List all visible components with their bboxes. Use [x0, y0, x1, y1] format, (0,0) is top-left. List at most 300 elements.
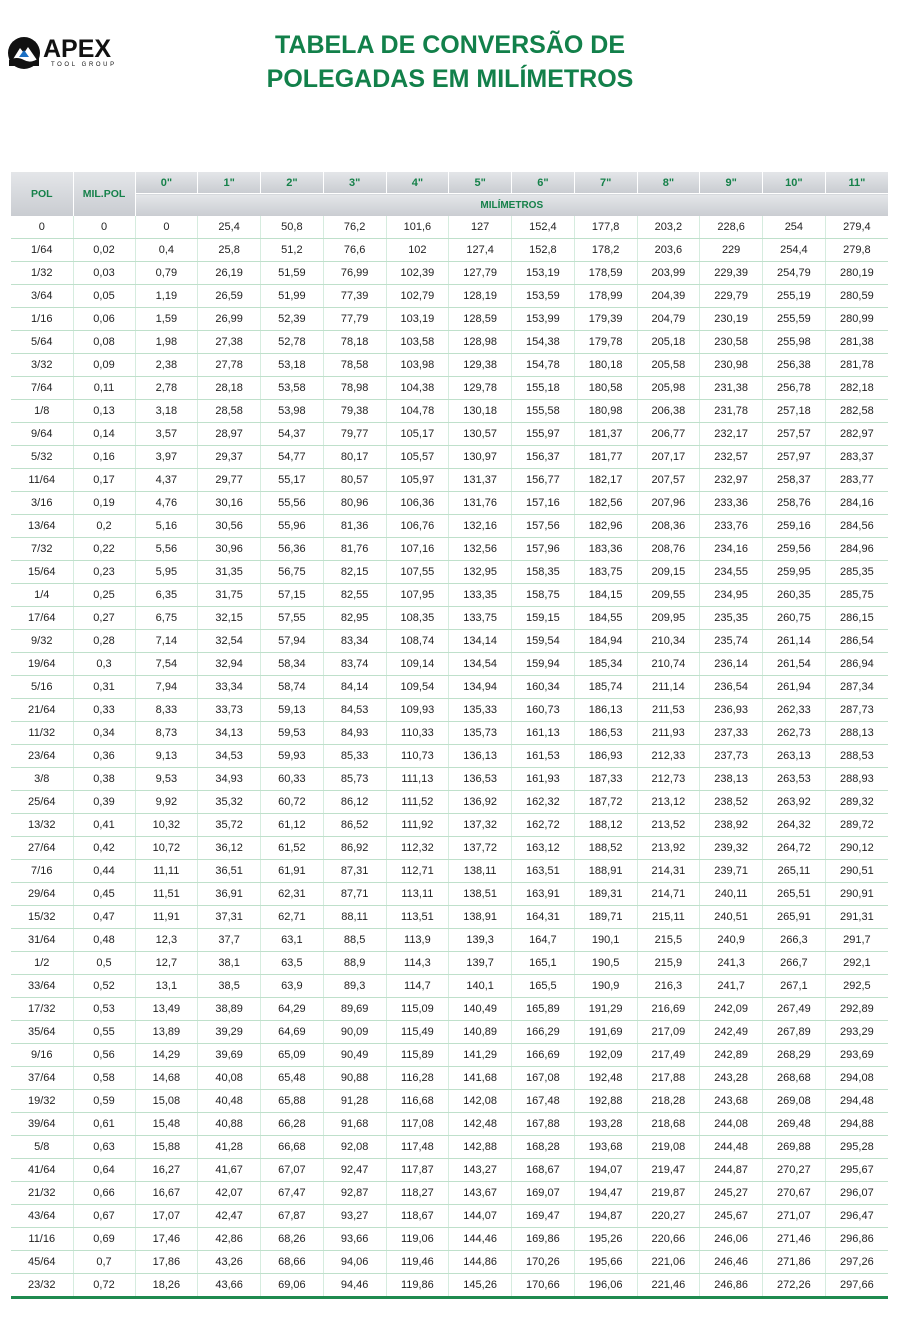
cell-mm: 78,98	[323, 377, 386, 400]
cell-mm: 26,99	[198, 308, 261, 331]
cell-mm: 169,47	[512, 1205, 575, 1228]
cell-pol: 7/16	[11, 860, 73, 883]
cell-mm: 139,3	[449, 929, 512, 952]
cell-milpol: 0,34	[73, 722, 135, 745]
cell-mm: 118,67	[386, 1205, 449, 1228]
cell-pol: 29/64	[11, 883, 73, 906]
cell-mm: 29,37	[198, 446, 261, 469]
cell-mm: 162,32	[512, 791, 575, 814]
header-inch: 9"	[700, 172, 763, 194]
cell-milpol: 0,11	[73, 377, 135, 400]
cell-mm: 280,59	[825, 285, 888, 308]
table-row	[11, 308, 888, 331]
cell-mm: 267,1	[763, 975, 826, 998]
cell-mm: 245,67	[700, 1205, 763, 1228]
cell-mm: 272,26	[763, 1274, 826, 1298]
page-title	[150, 28, 750, 96]
cell-mm: 242,09	[700, 998, 763, 1021]
cell-mm: 129,38	[449, 354, 512, 377]
cell-mm: 38,89	[198, 998, 261, 1021]
cell-mm: 26,19	[198, 262, 261, 285]
cell-mm: 106,36	[386, 492, 449, 515]
page-title-line-1: TABELA DE CONVERSÃO DE	[274, 31, 626, 59]
cell-mm: 137,32	[449, 814, 512, 837]
cell-pol: 41/64	[11, 1159, 73, 1182]
cell-milpol: 0,28	[73, 630, 135, 653]
cell-mm: 290,12	[825, 837, 888, 860]
cell-mm: 111,52	[386, 791, 449, 814]
cell-mm: 193,68	[574, 1136, 637, 1159]
cell-milpol: 0,47	[73, 906, 135, 929]
table-row	[11, 216, 888, 239]
cell-pol: 9/64	[11, 423, 73, 446]
cell-mm: 236,93	[700, 699, 763, 722]
cell-mm: 240,9	[700, 929, 763, 952]
cell-mm: 36,12	[198, 837, 261, 860]
cell-mm: 243,28	[700, 1067, 763, 1090]
cell-mm: 287,73	[825, 699, 888, 722]
cell-mm: 259,16	[763, 515, 826, 538]
header-inch: 11"	[825, 172, 888, 194]
cell-mm: 190,1	[574, 929, 637, 952]
cell-mm: 61,12	[261, 814, 324, 837]
cell-mm: 64,69	[261, 1021, 324, 1044]
cell-mm: 180,58	[574, 377, 637, 400]
cell-pol: 23/32	[11, 1274, 73, 1298]
cell-mm: 77,79	[323, 308, 386, 331]
cell-mm: 136,53	[449, 768, 512, 791]
cell-mm: 263,92	[763, 791, 826, 814]
table-row	[11, 722, 888, 745]
cell-mm: 55,17	[261, 469, 324, 492]
cell-mm: 153,99	[512, 308, 575, 331]
cell-mm: 157,16	[512, 492, 575, 515]
cell-mm: 236,54	[700, 676, 763, 699]
cell-mm: 161,53	[512, 745, 575, 768]
cell-mm: 291,31	[825, 906, 888, 929]
cell-mm: 159,54	[512, 630, 575, 653]
cell-mm: 3,18	[135, 400, 198, 423]
cell-mm: 16,67	[135, 1182, 198, 1205]
cell-milpol: 0,22	[73, 538, 135, 561]
cell-mm: 140,49	[449, 998, 512, 1021]
cell-mm: 230,58	[700, 331, 763, 354]
table-row	[11, 1159, 888, 1182]
cell-mm: 152,8	[512, 239, 575, 262]
cell-mm: 29,77	[198, 469, 261, 492]
table-row	[11, 837, 888, 860]
cell-mm: 108,74	[386, 630, 449, 653]
cell-mm: 211,53	[637, 699, 700, 722]
cell-mm: 51,59	[261, 262, 324, 285]
cell-pol: 9/32	[11, 630, 73, 653]
table-row	[11, 607, 888, 630]
cell-mm: 1,59	[135, 308, 198, 331]
cell-mm: 271,07	[763, 1205, 826, 1228]
cell-mm: 25,4	[198, 216, 261, 239]
cell-mm: 57,15	[261, 584, 324, 607]
cell-mm: 36,51	[198, 860, 261, 883]
cell-mm: 69,06	[261, 1274, 324, 1298]
table-row	[11, 1090, 888, 1113]
cell-mm: 103,98	[386, 354, 449, 377]
cell-mm: 107,16	[386, 538, 449, 561]
cell-mm: 232,17	[700, 423, 763, 446]
cell-mm: 261,14	[763, 630, 826, 653]
cell-mm: 170,66	[512, 1274, 575, 1298]
cell-mm: 10,32	[135, 814, 198, 837]
cell-pol: 11/64	[11, 469, 73, 492]
table-row	[11, 492, 888, 515]
cell-mm: 67,47	[261, 1182, 324, 1205]
cell-mm: 119,86	[386, 1274, 449, 1298]
cell-mm: 239,71	[700, 860, 763, 883]
cell-milpol: 0,61	[73, 1113, 135, 1136]
cell-mm: 169,07	[512, 1182, 575, 1205]
cell-pol: 3/16	[11, 492, 73, 515]
cell-mm: 232,97	[700, 469, 763, 492]
cell-mm: 238,92	[700, 814, 763, 837]
cell-mm: 104,78	[386, 400, 449, 423]
table-row	[11, 331, 888, 354]
cell-mm: 111,92	[386, 814, 449, 837]
cell-mm: 144,07	[449, 1205, 512, 1228]
cell-mm: 14,68	[135, 1067, 198, 1090]
cell-mm: 230,19	[700, 308, 763, 331]
cell-mm: 291,7	[825, 929, 888, 952]
cell-mm: 284,56	[825, 515, 888, 538]
header-inch: 8"	[637, 172, 700, 194]
cell-mm: 17,86	[135, 1251, 198, 1274]
cell-mm: 64,29	[261, 998, 324, 1021]
cell-mm: 206,77	[637, 423, 700, 446]
cell-mm: 130,18	[449, 400, 512, 423]
cell-milpol: 0,27	[73, 607, 135, 630]
cell-mm: 168,28	[512, 1136, 575, 1159]
cell-pol: 23/64	[11, 745, 73, 768]
cell-mm: 16,27	[135, 1159, 198, 1182]
cell-mm: 142,88	[449, 1136, 512, 1159]
cell-milpol: 0,14	[73, 423, 135, 446]
cell-mm: 293,69	[825, 1044, 888, 1067]
cell-mm: 179,39	[574, 308, 637, 331]
cell-mm: 207,57	[637, 469, 700, 492]
cell-mm: 237,33	[700, 722, 763, 745]
cell-mm: 164,7	[512, 929, 575, 952]
cell-mm: 56,36	[261, 538, 324, 561]
cell-mm: 290,91	[825, 883, 888, 906]
table-row	[11, 423, 888, 446]
cell-mm: 68,66	[261, 1251, 324, 1274]
cell-mm: 214,71	[637, 883, 700, 906]
cell-pol: 35/64	[11, 1021, 73, 1044]
cell-mm: 257,18	[763, 400, 826, 423]
cell-mm: 240,51	[700, 906, 763, 929]
cell-mm: 119,06	[386, 1228, 449, 1251]
cell-mm: 137,72	[449, 837, 512, 860]
cell-mm: 246,86	[700, 1274, 763, 1298]
cell-mm: 267,49	[763, 998, 826, 1021]
cell-mm: 204,39	[637, 285, 700, 308]
cell-mm: 62,31	[261, 883, 324, 906]
cell-milpol: 0,03	[73, 262, 135, 285]
cell-mm: 139,7	[449, 952, 512, 975]
cell-milpol: 0,48	[73, 929, 135, 952]
cell-pol: 0	[11, 216, 73, 239]
cell-mm: 65,88	[261, 1090, 324, 1113]
cell-mm: 52,39	[261, 308, 324, 331]
cell-mm: 13,1	[135, 975, 198, 998]
cell-mm: 91,68	[323, 1113, 386, 1136]
cell-mm: 11,11	[135, 860, 198, 883]
cell-mm: 218,68	[637, 1113, 700, 1136]
table-row	[11, 1205, 888, 1228]
cell-mm: 5,16	[135, 515, 198, 538]
cell-milpol: 0,02	[73, 239, 135, 262]
table-row	[11, 699, 888, 722]
cell-mm: 12,3	[135, 929, 198, 952]
cell-mm: 187,33	[574, 768, 637, 791]
cell-mm: 194,07	[574, 1159, 637, 1182]
table-row	[11, 998, 888, 1021]
cell-mm: 295,28	[825, 1136, 888, 1159]
cell-mm: 7,94	[135, 676, 198, 699]
cell-mm: 235,74	[700, 630, 763, 653]
cell-mm: 76,2	[323, 216, 386, 239]
cell-mm: 205,58	[637, 354, 700, 377]
cell-mm: 141,29	[449, 1044, 512, 1067]
cell-mm: 86,92	[323, 837, 386, 860]
cell-mm: 186,93	[574, 745, 637, 768]
cell-mm: 246,46	[700, 1251, 763, 1274]
cell-mm: 114,3	[386, 952, 449, 975]
cell-mm: 294,88	[825, 1113, 888, 1136]
cell-mm: 162,72	[512, 814, 575, 837]
cell-mm: 5,95	[135, 561, 198, 584]
cell-mm: 140,89	[449, 1021, 512, 1044]
cell-mm: 160,34	[512, 676, 575, 699]
cell-mm: 258,37	[763, 469, 826, 492]
cell-mm: 242,49	[700, 1021, 763, 1044]
cell-mm: 209,95	[637, 607, 700, 630]
cell-mm: 113,51	[386, 906, 449, 929]
cell-mm: 113,11	[386, 883, 449, 906]
cell-pol: 19/32	[11, 1090, 73, 1113]
cell-mm: 264,72	[763, 837, 826, 860]
cell-mm: 164,31	[512, 906, 575, 929]
cell-mm: 206,38	[637, 400, 700, 423]
cell-mm: 117,48	[386, 1136, 449, 1159]
cell-mm: 205,18	[637, 331, 700, 354]
cell-mm: 145,26	[449, 1274, 512, 1298]
cell-mm: 0	[135, 216, 198, 239]
cell-mm: 12,7	[135, 952, 198, 975]
cell-mm: 3,57	[135, 423, 198, 446]
cell-mm: 194,47	[574, 1182, 637, 1205]
cell-mm: 237,73	[700, 745, 763, 768]
cell-mm: 17,07	[135, 1205, 198, 1228]
cell-mm: 258,76	[763, 492, 826, 515]
cell-mm: 264,32	[763, 814, 826, 837]
cell-mm: 117,87	[386, 1159, 449, 1182]
cell-mm: 118,27	[386, 1182, 449, 1205]
cell-mm: 288,93	[825, 768, 888, 791]
table-row	[11, 400, 888, 423]
cell-mm: 81,36	[323, 515, 386, 538]
cell-mm: 234,95	[700, 584, 763, 607]
cell-pol: 45/64	[11, 1251, 73, 1274]
table-row	[11, 469, 888, 492]
cell-mm: 213,92	[637, 837, 700, 860]
cell-mm: 90,09	[323, 1021, 386, 1044]
cell-mm: 138,51	[449, 883, 512, 906]
cell-mm: 127,79	[449, 262, 512, 285]
cell-mm: 9,13	[135, 745, 198, 768]
cell-mm: 2,38	[135, 354, 198, 377]
cell-mm: 83,34	[323, 630, 386, 653]
cell-mm: 32,54	[198, 630, 261, 653]
table-row	[11, 515, 888, 538]
cell-mm: 84,93	[323, 722, 386, 745]
cell-mm: 39,29	[198, 1021, 261, 1044]
cell-mm: 261,94	[763, 676, 826, 699]
cell-mm: 286,54	[825, 630, 888, 653]
cell-mm: 26,59	[198, 285, 261, 308]
cell-mm: 259,56	[763, 538, 826, 561]
cell-mm: 78,18	[323, 331, 386, 354]
cell-mm: 286,94	[825, 653, 888, 676]
cell-mm: 27,78	[198, 354, 261, 377]
cell-mm: 170,26	[512, 1251, 575, 1274]
cell-mm: 217,88	[637, 1067, 700, 1090]
cell-mm: 51,99	[261, 285, 324, 308]
cell-mm: 60,72	[261, 791, 324, 814]
cell-mm: 88,11	[323, 906, 386, 929]
table-header	[11, 172, 888, 216]
cell-mm: 106,76	[386, 515, 449, 538]
cell-mm: 54,37	[261, 423, 324, 446]
table-row	[11, 584, 888, 607]
table-row	[11, 653, 888, 676]
cell-milpol: 0,42	[73, 837, 135, 860]
cell-mm: 94,46	[323, 1274, 386, 1298]
cell-mm: 83,74	[323, 653, 386, 676]
cell-milpol: 0,08	[73, 331, 135, 354]
cell-pol: 9/16	[11, 1044, 73, 1067]
cell-milpol: 0,31	[73, 676, 135, 699]
cell-mm: 216,69	[637, 998, 700, 1021]
cell-mm: 238,52	[700, 791, 763, 814]
cell-mm: 287,34	[825, 676, 888, 699]
cell-mm: 190,9	[574, 975, 637, 998]
cell-pol: 5/32	[11, 446, 73, 469]
table-row	[11, 1067, 888, 1090]
table-row	[11, 791, 888, 814]
cell-mm: 63,5	[261, 952, 324, 975]
cell-mm: 283,37	[825, 446, 888, 469]
cell-mm: 168,67	[512, 1159, 575, 1182]
cell-mm: 143,27	[449, 1159, 512, 1182]
cell-mm: 30,96	[198, 538, 261, 561]
cell-mm: 212,33	[637, 745, 700, 768]
cell-mm: 167,88	[512, 1113, 575, 1136]
cell-mm: 265,11	[763, 860, 826, 883]
cell-mm: 183,75	[574, 561, 637, 584]
cell-mm: 265,91	[763, 906, 826, 929]
cell-mm: 113,9	[386, 929, 449, 952]
cell-pol: 3/8	[11, 768, 73, 791]
cell-mm: 194,87	[574, 1205, 637, 1228]
cell-mm: 270,67	[763, 1182, 826, 1205]
cell-mm: 109,93	[386, 699, 449, 722]
cell-mm: 215,11	[637, 906, 700, 929]
cell-mm: 14,29	[135, 1044, 198, 1067]
cell-mm: 158,35	[512, 561, 575, 584]
cell-mm: 18,26	[135, 1274, 198, 1298]
cell-mm: 67,07	[261, 1159, 324, 1182]
cell-mm: 246,06	[700, 1228, 763, 1251]
cell-milpol: 0,44	[73, 860, 135, 883]
cell-mm: 7,14	[135, 630, 198, 653]
cell-mm: 216,3	[637, 975, 700, 998]
cell-mm: 40,88	[198, 1113, 261, 1136]
cell-mm: 112,32	[386, 837, 449, 860]
cell-mm: 210,34	[637, 630, 700, 653]
header-inch: 7"	[574, 172, 637, 194]
cell-mm: 33,34	[198, 676, 261, 699]
cell-mm: 195,26	[574, 1228, 637, 1251]
cell-mm: 114,7	[386, 975, 449, 998]
cell-mm: 135,73	[449, 722, 512, 745]
cell-mm: 228,6	[700, 216, 763, 239]
cell-milpol: 0,52	[73, 975, 135, 998]
logo-tagline: TOOL GROUP	[51, 62, 117, 68]
cell-mm: 32,94	[198, 653, 261, 676]
cell-mm: 292,89	[825, 998, 888, 1021]
cell-mm: 167,48	[512, 1090, 575, 1113]
cell-mm: 285,35	[825, 561, 888, 584]
cell-mm: 143,67	[449, 1182, 512, 1205]
cell-mm: 35,32	[198, 791, 261, 814]
cell-pol: 1/2	[11, 952, 73, 975]
cell-mm: 32,15	[198, 607, 261, 630]
cell-mm: 0,79	[135, 262, 198, 285]
cell-mm: 269,08	[763, 1090, 826, 1113]
cell-mm: 165,1	[512, 952, 575, 975]
table-row	[11, 446, 888, 469]
cell-mm: 102,79	[386, 285, 449, 308]
cell-mm: 87,31	[323, 860, 386, 883]
cell-mm: 43,66	[198, 1274, 261, 1298]
cell-mm: 209,15	[637, 561, 700, 584]
cell-pol: 5/16	[11, 676, 73, 699]
cell-mm: 4,37	[135, 469, 198, 492]
cell-mm: 271,86	[763, 1251, 826, 1274]
cell-mm: 34,53	[198, 745, 261, 768]
cell-mm: 244,48	[700, 1136, 763, 1159]
cell-mm: 241,3	[700, 952, 763, 975]
cell-mm: 0,4	[135, 239, 198, 262]
cell-mm: 138,91	[449, 906, 512, 929]
cell-milpol: 0,45	[73, 883, 135, 906]
cell-mm: 140,1	[449, 975, 512, 998]
cell-mm: 28,97	[198, 423, 261, 446]
cell-mm: 210,74	[637, 653, 700, 676]
cell-mm: 192,88	[574, 1090, 637, 1113]
cell-mm: 292,1	[825, 952, 888, 975]
cell-mm: 84,53	[323, 699, 386, 722]
cell-mm: 207,17	[637, 446, 700, 469]
